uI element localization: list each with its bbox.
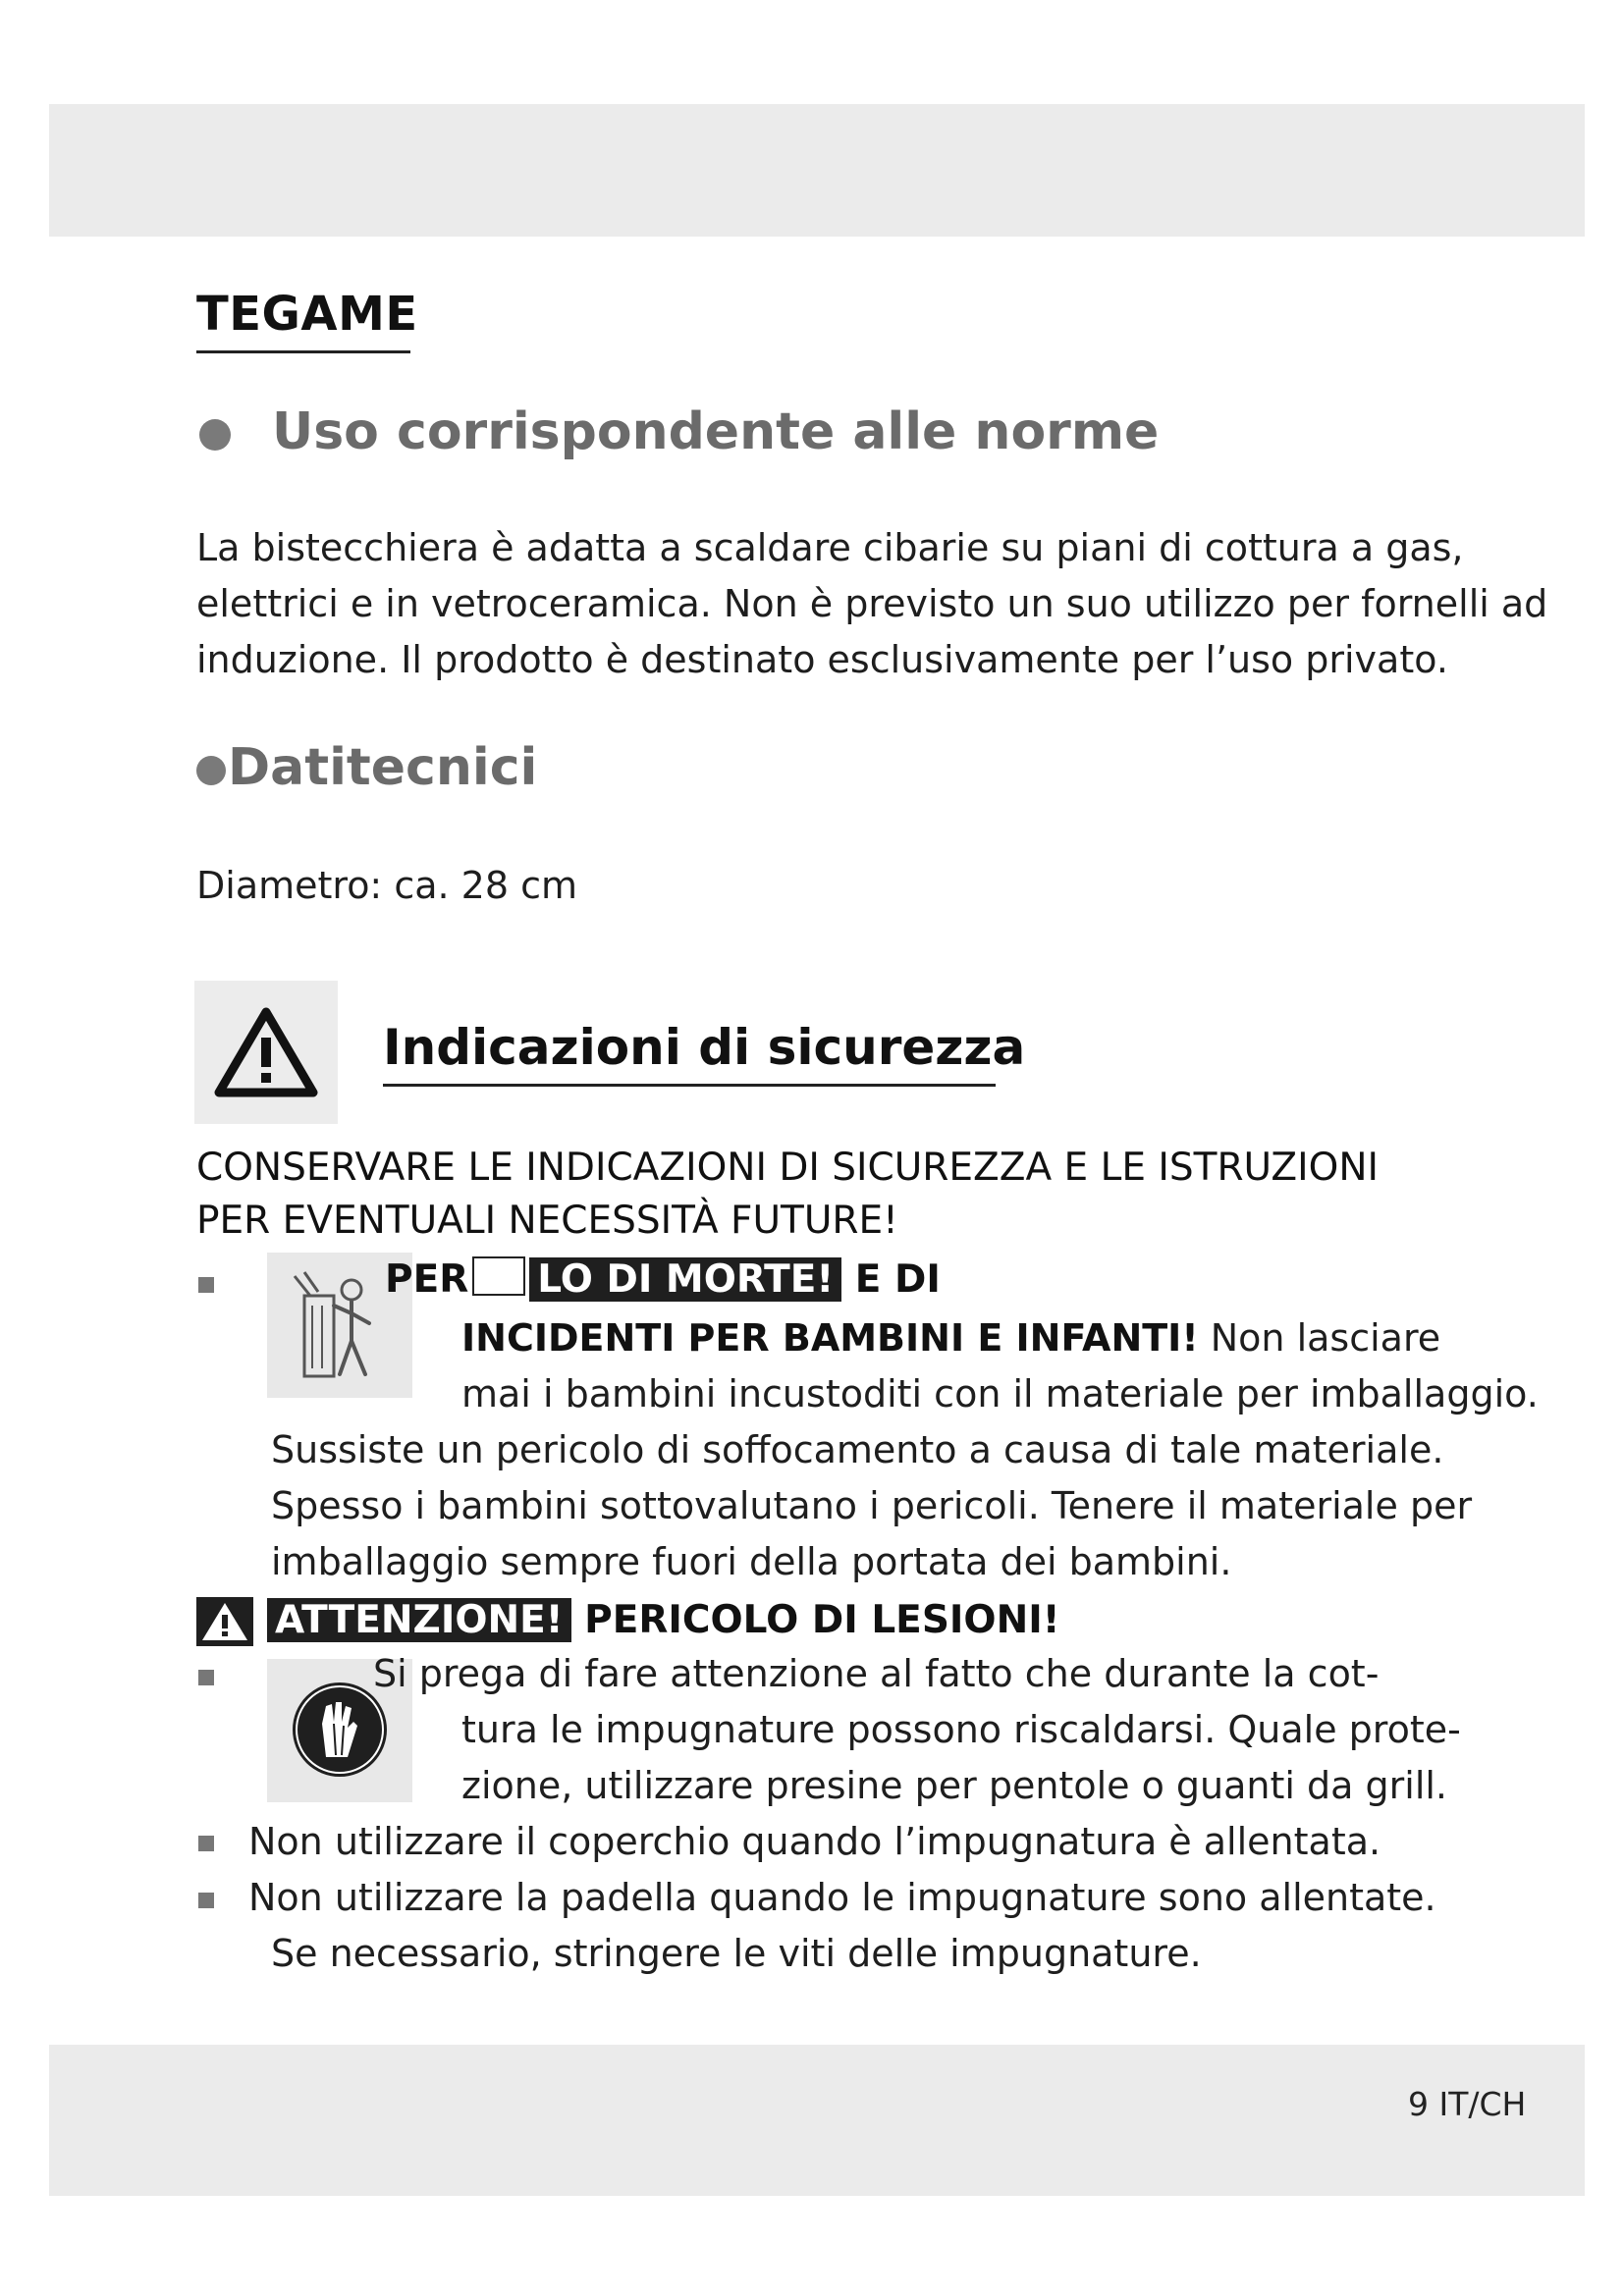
safety-heading: Indicazioni di sicurezza bbox=[383, 1019, 1026, 1076]
page-number: 9 IT/CH bbox=[1408, 2085, 1527, 2123]
warning-icon-box bbox=[194, 981, 338, 1124]
danger-line-1 bbox=[461, 1310, 1440, 1366]
list-bullet bbox=[198, 1670, 214, 1685]
gloves-line-1: Si prega di fare attenzione al fatto che durante la cot- bbox=[373, 1652, 1380, 1695]
caution-line bbox=[267, 1594, 1060, 1647]
list-bullet bbox=[198, 1277, 214, 1293]
caution-warning-icon bbox=[196, 1597, 253, 1646]
danger-line-5: imballaggio sempre fuori della portata dei bambini. bbox=[271, 1540, 1232, 1583]
header-band bbox=[49, 104, 1585, 237]
danger-header-line bbox=[385, 1254, 941, 1307]
use-line: La bistecchiera è adatta a scaldare cibarie su piani di cottura a gas, bbox=[196, 526, 1464, 569]
diameter-text: Diametro: ca. 28 cm bbox=[196, 864, 577, 907]
keep-instructions bbox=[196, 1142, 1379, 1248]
danger-line-2: mai i bambini incustoditi con il materiale per imballaggio. bbox=[461, 1372, 1539, 1415]
list-bullet bbox=[198, 1893, 214, 1908]
child-packaging-icon bbox=[289, 1266, 391, 1384]
section-heading-tech: Datitecnici bbox=[228, 738, 538, 797]
list-item: Non utilizzare il coperchio quando l’impugnatura è allentata. bbox=[248, 1820, 1381, 1863]
danger-line1-rest: Non lasciare bbox=[1198, 1316, 1441, 1360]
list-bullet bbox=[198, 1836, 214, 1851]
section-heading-use: Uso corrispondente alle norme bbox=[272, 402, 1160, 461]
section-bullet-icon bbox=[199, 419, 231, 451]
caution-text: PERICOLO DI LESIONI! bbox=[584, 1598, 1060, 1642]
danger-label: LO DI MORTE! bbox=[529, 1257, 841, 1302]
danger-bold: INCIDENTI PER BAMBINI E INFANTI! bbox=[461, 1316, 1199, 1360]
use-line: elettrici e in vetroceramica. Non è previsto un suo utilizzo per fornelli ad bbox=[196, 582, 1548, 625]
page-title: TEGAME bbox=[196, 287, 418, 342]
use-line: induzione. Il prodotto è destinato esclusivamente per l’uso privato. bbox=[196, 638, 1448, 681]
gloves-line-3: zione, utilizzare presine per pentole o guanti da grill. bbox=[461, 1764, 1448, 1807]
gloves-line-2: tura le impugnature possono riscaldarsi. Quale prote- bbox=[461, 1708, 1461, 1751]
danger-suffix: E DI bbox=[854, 1257, 941, 1302]
small-warning-icon bbox=[472, 1256, 525, 1296]
keep-line: CONSERVARE LE INDICAZIONI DI SICUREZZA E LE ISTRUZIONI bbox=[196, 1146, 1379, 1190]
list-item-continuation: Se necessario, stringere le viti delle impugnature. bbox=[271, 1932, 1202, 1975]
danger-line-3: Sussiste un pericolo di soffocamento a causa di tale materiale. bbox=[271, 1428, 1444, 1471]
title-underline bbox=[196, 350, 410, 353]
caution-label: ATTENZIONE! bbox=[267, 1598, 571, 1642]
use-paragraph bbox=[196, 520, 1547, 688]
section-bullet-icon bbox=[196, 756, 226, 785]
keep-line: PER EVENTUALI NECESSITÀ FUTURE! bbox=[196, 1199, 898, 1243]
footer-band bbox=[49, 2045, 1585, 2196]
list-item: Non utilizzare la padella quando le impugnature sono allentate. bbox=[248, 1876, 1436, 1919]
danger-prefix: PER bbox=[385, 1257, 469, 1302]
warning-triangle-icon bbox=[214, 1006, 318, 1098]
safety-underline bbox=[383, 1084, 996, 1087]
danger-line-4: Spesso i bambini sottovalutano i pericoli. Tenere il materiale per bbox=[271, 1484, 1473, 1527]
